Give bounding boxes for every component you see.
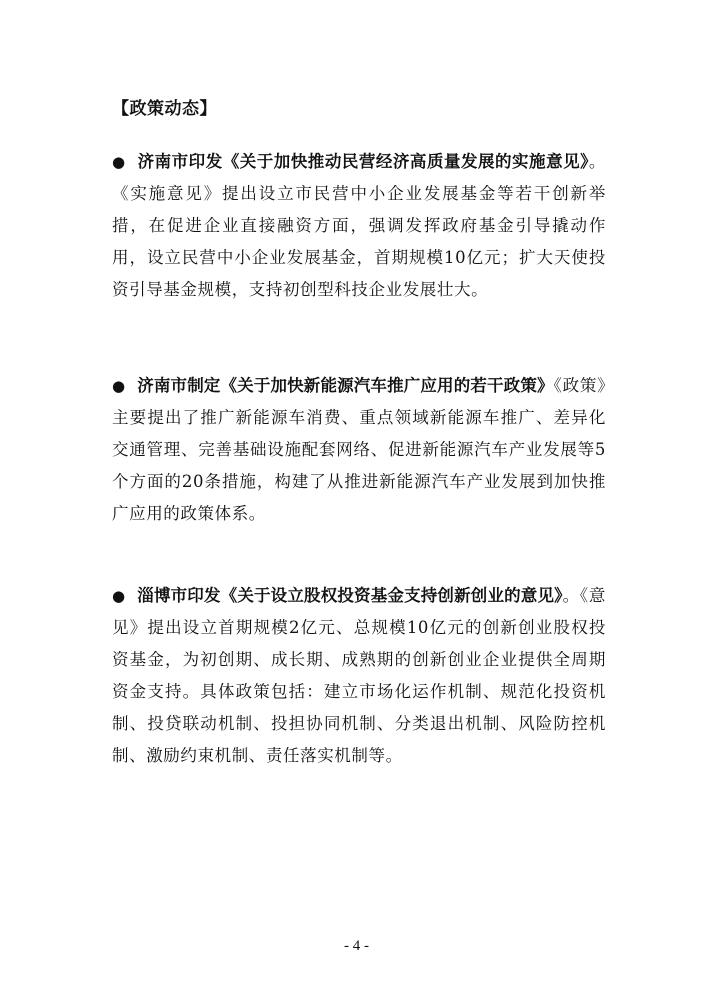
page-number: - 4 - <box>344 938 369 954</box>
policy-item-title: 淄博市印发《关于设立股权投资基金支持创新创业的意见》 <box>137 586 563 605</box>
policy-item-body: 。《意见》提出设立首期规模2亿元、总规模10亿元的创新创业股权投资基金，为初创期、成长期、成熟期的创新创业企业提供全周期资金支持。具体政策包括：建立市场化运作机制、规范化投资机制、投贷联动机制、投担协同机制、分类退出机制、风险防控机制、激励约束机制、责任落实机制等。 <box>112 586 606 765</box>
bullet-icon: ● <box>112 153 126 171</box>
bullet-icon: ● <box>112 377 126 395</box>
policy-item-title: 济南市制定《关于加快新能源汽车推广应用的若干政策》 <box>137 376 554 395</box>
policy-item-jinan-private-economy <box>112 146 606 306</box>
policy-item-title: 济南市印发《关于加快推动民营经济高质量发展的实施意见》 <box>137 152 589 171</box>
policy-item-zibo-equity-fund <box>112 580 606 772</box>
policy-item-body: 。《实施意见》提出设立市民营中小企业发展基金等若干创新举措，在促进企业直接融资方面，强调发挥政府基金引导撬动作用，设立民营中小企业发展基金，首期规模10亿元；扩大天使投资引导基金规模，支持初创型科技企业发展壮大。 <box>112 152 606 299</box>
policy-item-body: 《政策》主要提出了推广新能源车消费、重点领域新能源车推广、差异化交通管理、完善基础设施配套网络、促进新能源汽车产业发展等5个方面的20条措施，构建了从推进新能源汽车产业发展到加快推广应用的政策体系。 <box>112 376 607 523</box>
bullet-icon: ● <box>112 587 126 605</box>
section-heading: 【政策动态】 <box>112 99 217 119</box>
policy-item-jinan-new-energy-vehicles <box>112 370 606 530</box>
